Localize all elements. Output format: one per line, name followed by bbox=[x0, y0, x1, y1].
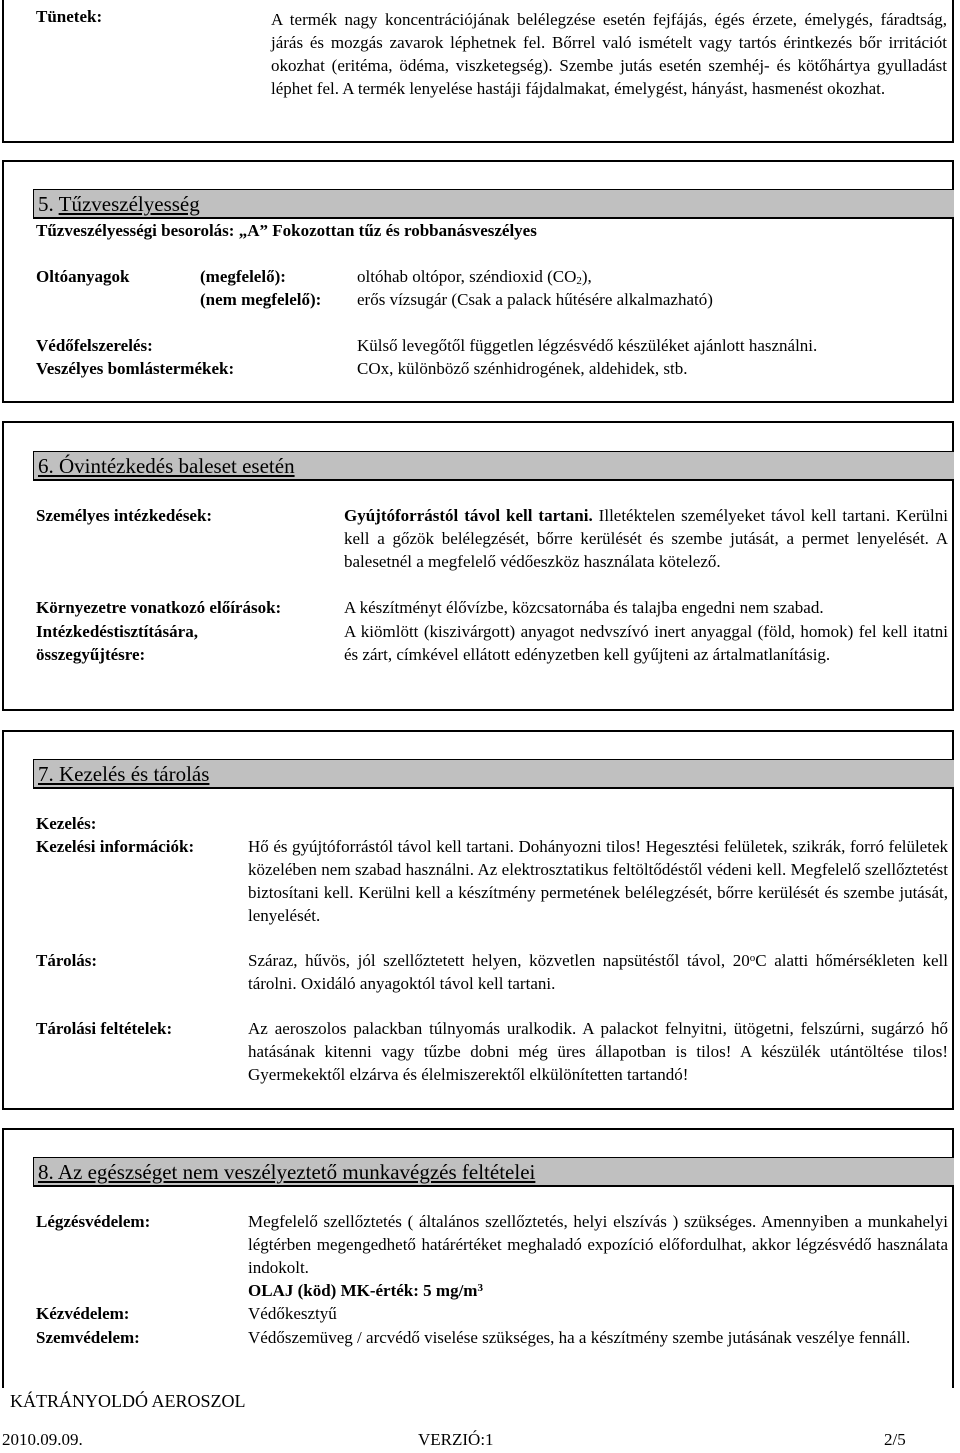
unsuitable-label: (nem megfelelő): bbox=[200, 290, 322, 309]
section5-heading-number: 5. bbox=[38, 192, 54, 216]
cubic-superscript: 3 bbox=[477, 1282, 483, 1294]
protective-equipment-label: Védőfelszerelés: bbox=[36, 336, 153, 355]
hand-protection-text: Védőkesztyű bbox=[248, 1304, 337, 1323]
handling-label: Kezelés: bbox=[36, 814, 97, 833]
symptoms-text: A termék nagy koncentrációjának belélegzése esetén fejfájás, égés érzete, émelygés, fáradtság, járás és mozgás zavarok léphetnek fel. Bőrrel való ismételt vagy tartós érintkezés bőr irritációt okozhat (eritéma, ödéma, viszketegség). Szembe jutás esetén szemhéj- és kötőhártya gyulladást léphet fel. A termék lenyelése hastáji fájdalmakat, émelygést, hányást, hasmenést okozhat. bbox=[271, 10, 947, 98]
personal-measures-rest: Illetéktelen személyeket távol kell tartani. Kerülni kell a gőzök belélegzését, bőrre kerülését és szembe jutását, a permet lenyelését. A balesetnél a megfelelő védőeszköz használata kötelező. bbox=[344, 506, 948, 571]
handling-info-label: Kezelési információk: bbox=[36, 837, 195, 856]
degree-superscript: o bbox=[749, 952, 756, 964]
oel-text: OLAJ (köd) MK-érték: 5 mg/m bbox=[248, 1281, 478, 1300]
suitable-text-tail: ), bbox=[581, 267, 592, 286]
extinguishing-agents-label: Oltóanyagok bbox=[36, 267, 130, 286]
environmental-label: Környezetre vonatkozó előírások: bbox=[36, 598, 282, 617]
section8-heading: 8. Az egészséget nem veszélyeztető munkavégzés feltételei bbox=[33, 1157, 954, 1187]
section5-heading bbox=[33, 189, 954, 219]
handling-info-text: Hő és gyújtóforrástól távol kell tartani. Dohányozni tilos! Hegesztési felületek, szikrák, forró felületek közelében nem szabad használni. Az elektrosztatikus feltöltődéstől védeni kell. Megfelelő szellőztetést biztosítani kell. Kerülni kell a készítmény permetének belélegzését, bőrre kerülését és szembe jutását, lenyelését. bbox=[248, 837, 948, 925]
storage-text-a: Száraz, hűvös, jól szellőztetett helyen, közvetlen napsütéstől távol, 20 bbox=[248, 951, 750, 970]
decomposition-label: Veszélyes bomlástermékek: bbox=[36, 359, 235, 378]
eye-protection-text: Védőszemüveg / arcvédő viselése szükséges, ha a készítmény szembe jutásának veszélye fennáll. bbox=[248, 1328, 911, 1347]
footer-version: VERZIÓ:1 bbox=[418, 1430, 494, 1449]
storage-text bbox=[248, 949, 948, 995]
storage-conditions-text: Az aeroszolos palackban túlnyomás uralkodik. A palackot felnyitni, ütögetni, felszúrni, sugárzó hő hatásának kitenni vagy tűzbe dobni még üres állapotban is tilos! A készülék utántöltése tilos! Gyermekektől elzárva és élelmiszerektől elkülönítetten tartandó! bbox=[248, 1019, 948, 1084]
storage-conditions-label: Tárolási feltételek: bbox=[36, 1019, 173, 1038]
cleanup-label-2: összegyűjtésre: bbox=[36, 645, 146, 664]
personal-measures-bold: Gyújtóforrástól távol kell tartani. bbox=[344, 506, 593, 525]
footer-product-name: KÁTRÁNYOLDÓ AEROSZOL bbox=[10, 1391, 246, 1411]
decomposition-text: COx, különböző szénhidrogének, aldehidek, stb. bbox=[357, 359, 688, 378]
oel-value bbox=[248, 1279, 483, 1302]
cleanup-text: A kiömlött (kiszivárgott) anyagot nedvszívó inert anyaggal (föld, homok) fel kell itatni és zárt, címkével ellátott edényzetben kell gyűjteni az ártalmatlanításig. bbox=[344, 622, 948, 664]
personal-measures-text bbox=[344, 504, 948, 573]
suitable-text bbox=[357, 265, 592, 288]
symptoms-label: Tünetek: bbox=[36, 7, 103, 26]
environmental-text: A készítményt élővízbe, közcsatornába és talajba engedni nem szabad. bbox=[344, 598, 824, 617]
section7-heading: 7. Kezelés és tárolás bbox=[33, 759, 954, 789]
storage-label: Tárolás: bbox=[36, 951, 98, 970]
suitable-text-main: oltóhab oltópor, széndioxid (CO bbox=[357, 267, 577, 286]
footer-date: 2010.09.09. bbox=[2, 1430, 83, 1449]
co2-subscript: 2 bbox=[576, 275, 582, 287]
unsuitable-text: erős vízsugár (Csak a palack hűtésére alkalmazható) bbox=[357, 290, 713, 309]
protective-equipment-text: Külső levegőtől független légzésvédő készüléket ajánlott használni. bbox=[357, 336, 818, 355]
storage-text-b: C alatti hőmérsékleten kell tárolni. Oxidáló anyagoktól távol kell tartani. bbox=[248, 951, 948, 993]
hand-protection-label: Kézvédelem: bbox=[36, 1304, 130, 1323]
suitable-label: (megfelelő): bbox=[200, 267, 286, 286]
respiratory-text: Megfelelő szellőztetés ( általános szellőztetés, helyi elszívás ) szükséges. Amennyiben a munkahelyi légtérben megengedhető határértéket meghaladó expozíció előfordulhat, akkor légzésvédő használata indokolt. bbox=[248, 1212, 948, 1277]
personal-measures-label: Személyes intézkedések: bbox=[36, 506, 213, 525]
respiratory-label: Légzésvédelem: bbox=[36, 1212, 151, 1231]
section5-heading-title: Tűzveszélyesség bbox=[58, 192, 200, 216]
eye-protection-label: Szemvédelem: bbox=[36, 1328, 140, 1347]
fire-classification: Tűzveszélyességi besorolás: „A” Fokozottan tűz és robbanásveszélyes bbox=[36, 221, 537, 240]
footer-page-number: 2/5 bbox=[884, 1430, 906, 1449]
section6-heading: 6. Óvintézkedés baleset esetén bbox=[33, 451, 954, 481]
cleanup-label-1: Intézkedéstisztítására, bbox=[36, 622, 198, 641]
